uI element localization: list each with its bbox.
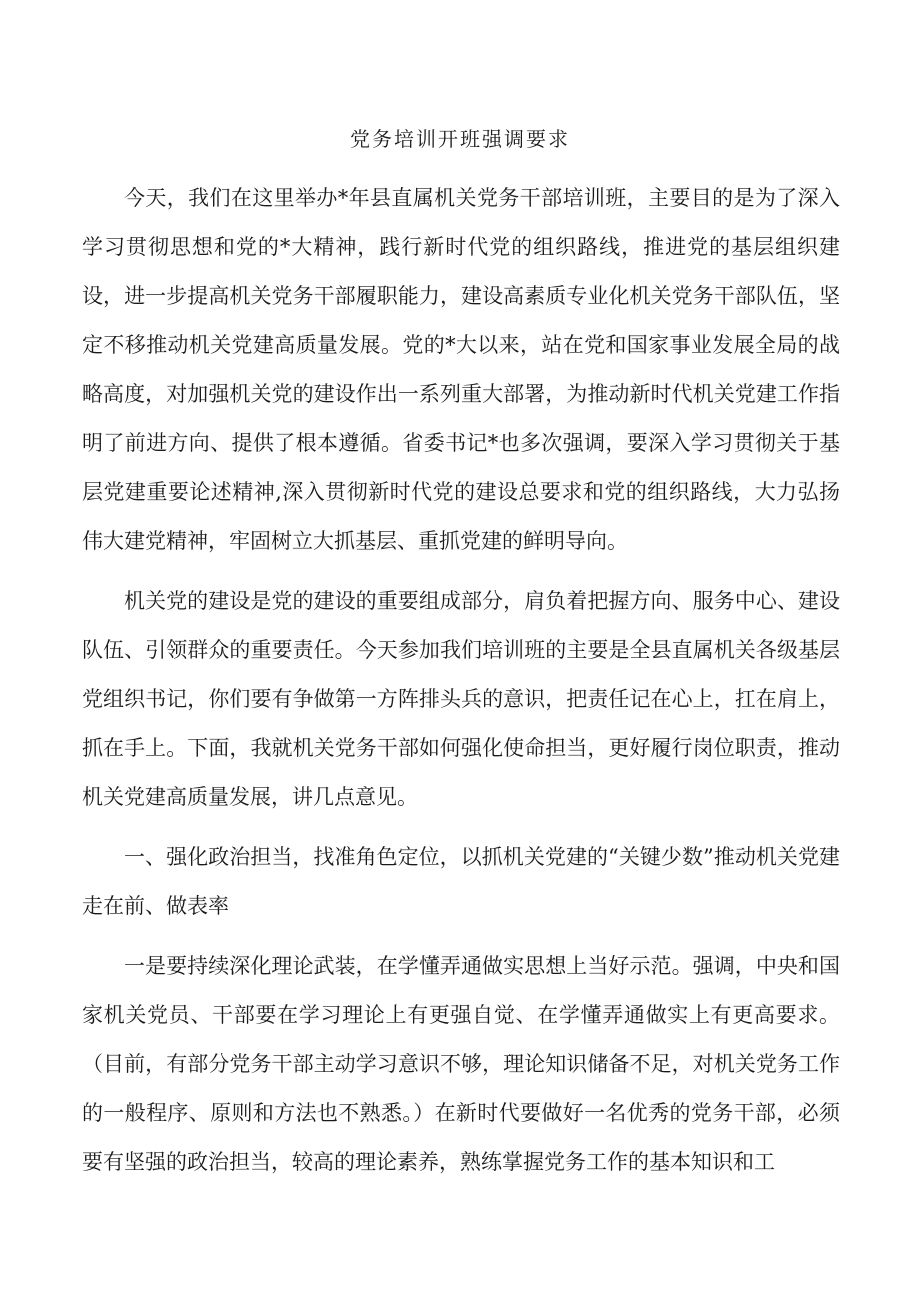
paragraph-party-building-role: 机关党的建设是党的建设的重要组成部分，肩负着把握方向、服务中心、建设队伍、引领群众的重要责任。今天参加我们培训班的主要是全县直属机关各级基层党组织书记，你们要有争做第一方阵排头兵的意识，把责任记在心上，扛在肩上，抓在手上。下面，我就机关党务干部如何强化使命担当，更好履行岗位职责，推动机关党建高质量发展，讲几点意见。 bbox=[82, 589, 840, 809]
paragraph-opening: 今天，我们在这里举办*年县直属机关党务干部培训班，主要目的是为了深入学习贯彻思想和党的*大精神，践行新时代党的组织路线，推进党的基层组织建设，进一步提高机关党务干部履职能力，建设高素质专业化机关党务干部队伍，坚定不移推动机关党建高质量发展。党的*大以来，站在党和国家事业发展全局的战略高度，对加强机关党的建设作出一系列重大部署，为推动新时代机关党建工作指明了前进方向、提供了根本遵循。省委书记*也多次强调，要深入学习贯彻关于基层党建重要论述精神,深入贯彻新时代党的建设总要求和党的组织路线，大力弘扬伟大建党精神，牢固树立大抓基层、重抓党建的鲜明导向。 bbox=[82, 186, 840, 553]
paragraph-theory-study: 一是要持续深化理论武装，在学懂弄通做实思想上当好示范。强调，中央和国家机关党员、干部要在学习理论上有更强自觉、在学懂弄通做实上有更高要求。（目前，有部分党务干部主动学习意识不够，理论知识储备不足，对机关党务工作的一般程序、原则和方法也不熟悉。）在新时代要做好一名优秀的党务干部，必须要有坚强的政治担当，较高的理论素养，熟练掌握党务工作的基本知识和工 bbox=[82, 954, 840, 1174]
document-title: 党务培训开班强调要求 bbox=[350, 127, 570, 151]
document-body bbox=[82, 174, 840, 1187]
section-heading-one: 一、强化政治担当，找准角色定位，以抓机关党建的“关键少数”推动机关党建走在前、做表率 bbox=[82, 845, 840, 918]
